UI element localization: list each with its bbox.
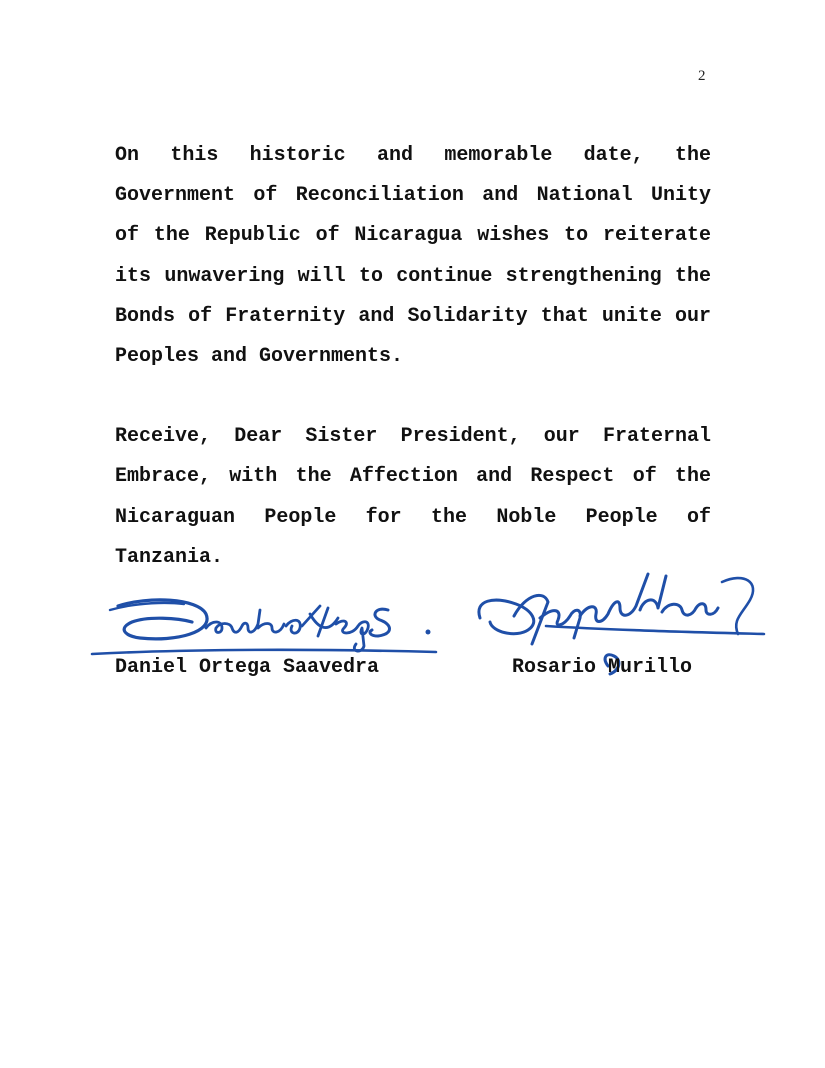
signatory-name-murillo: Rosario Murillo — [512, 656, 693, 679]
page-number: 2 — [698, 68, 706, 84]
paragraph-closing-statement: On this historic and memorable date, the Government of Reconciliation and National Unity of the Republic of Nicaragua wishes to reiterate its unwavering will to continue strengthening the Bonds of Fraternity and Solidarity that unite our Peoples and Governments. — [115, 144, 711, 369]
letter-body — [115, 136, 711, 578]
paragraph-salutation: Receive, Dear Sister President, our Fraternal Embrace, with the Affection and Respect of the Nicaraguan People for the Noble People of Tanzania. — [115, 425, 711, 569]
signatory-name-ortega: Daniel Ortega Saavedra — [115, 656, 380, 679]
